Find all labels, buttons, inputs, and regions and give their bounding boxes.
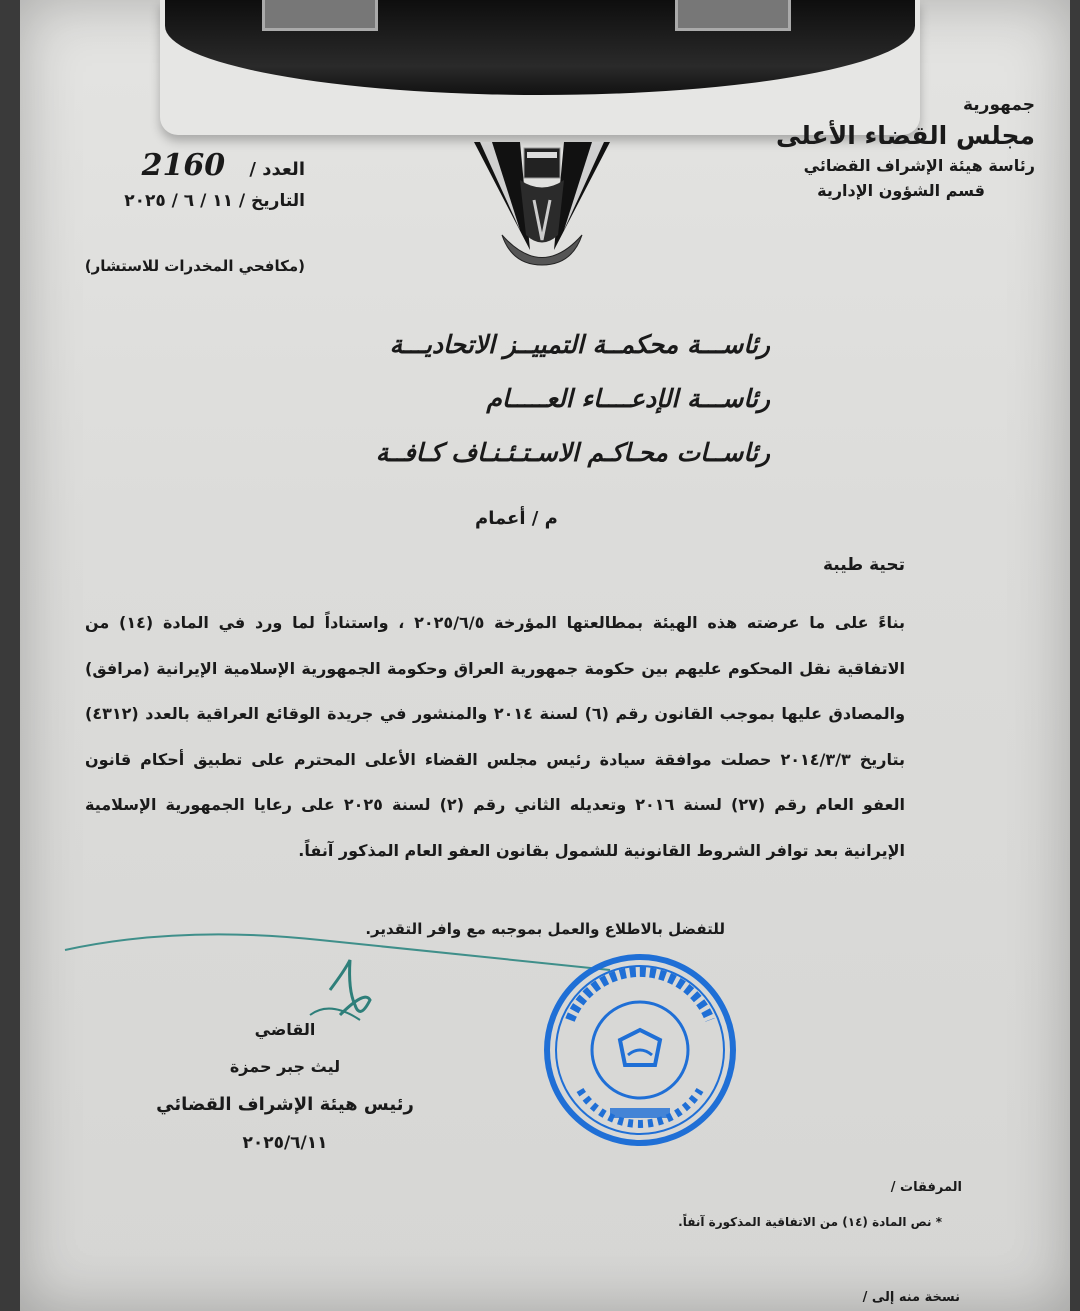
document-date-value: ١١ / ٦ / ٢٠٢٥ (124, 191, 233, 211)
letterhead-right (675, 95, 1035, 206)
official-stamp-icon (540, 950, 740, 1154)
document-page (20, 0, 1070, 1311)
document-number-value: 2160 (141, 148, 226, 183)
addressee-item: رئاســات محـاكـم الاسـتـئـنـاف كـافــة (375, 438, 770, 467)
addressee-list (250, 330, 770, 492)
body-paragraph: بناءً على ما عرضته هذه الهيئة بمطالعتها المؤرخة ٢٠٢٥/٦/٥ ، واستناداً لما ورد في المادة (١٤) من الاتفاقية نقل المحكوم عليهم بين حكومة جمهورية العراق وحكومة الجمهورية الإسلامية الإيرانية (مرافق) والمصادق عليها بموجب القانون رقم (٦) لسنة ٢٠١٤ والمنشور في جريدة الوقائع العراقية بالعدد (٤٣١٢) بتاريخ ٢٠١٤/٣/٣ حصلت موافقة سيادة رئيس مجلس القضاء الأعلى المحترم على تطبيق أحكام قانون العفو العام رقم (٢٧) لسنة ٢٠١٦ وتعديله الثاني رقم (٢) لسنة ٢٠٢٥ على رعايا الجمهورية الإسلامية الإيرانية بعد توافر الشروط القانونية للشمول بقانون العفو العام المذكور آنفاً. (85, 613, 906, 860)
letterhead-council: مجلس القضاء الأعلى (776, 121, 1035, 150)
letterhead-department: قسم الشؤون الإدارية (817, 181, 985, 200)
signatory-position: رئيس هيئة الإشراف القضائي (156, 1094, 414, 1115)
iraq-emblem-icon (472, 140, 612, 274)
attachments-section (502, 1180, 962, 1229)
document-date-label: التاريخ / (238, 191, 305, 211)
document-reference: (مكافحي المخدرات للاستشار) (84, 257, 305, 275)
signature-block (115, 1020, 455, 1171)
copy-to-line: نسخة منه إلى / (862, 1290, 960, 1305)
signatory-name: ليث جبر حمزة (229, 1057, 341, 1076)
document-date-row (55, 191, 305, 211)
clipboard-tab-left (262, 0, 378, 31)
attachments-item: * نص المادة (١٤) من الاتفاقية المذكورة آنفاً. (678, 1215, 942, 1229)
letterhead-presidency: رئاسة هيئة الإشراف القضائي (803, 156, 1035, 175)
closing-line: للتفضل بالاطلاع والعمل بموجبه مع وافر التقدير. (365, 920, 725, 938)
letterhead-republic: جمهورية (962, 95, 1035, 115)
subject-line: م / أعمام (475, 508, 558, 529)
document-number-label: العدد / (249, 159, 305, 180)
addressee-item: رئاســـة محكمــة التمييــز الاتحاديـــة (389, 330, 770, 359)
signature-date: ٢٠٢٥/٦/١١ (242, 1133, 328, 1153)
clipboard-tab-right (675, 0, 791, 31)
signatory-title: القاضي (254, 1020, 316, 1039)
letterhead-left (55, 148, 305, 275)
addressee-item: رئاســـة الإدعــــاء العـــــام (486, 384, 770, 413)
attachments-heading: المرفقات / (890, 1180, 962, 1195)
greeting: تحية طيبة (822, 555, 905, 575)
document-number-row (55, 148, 305, 183)
